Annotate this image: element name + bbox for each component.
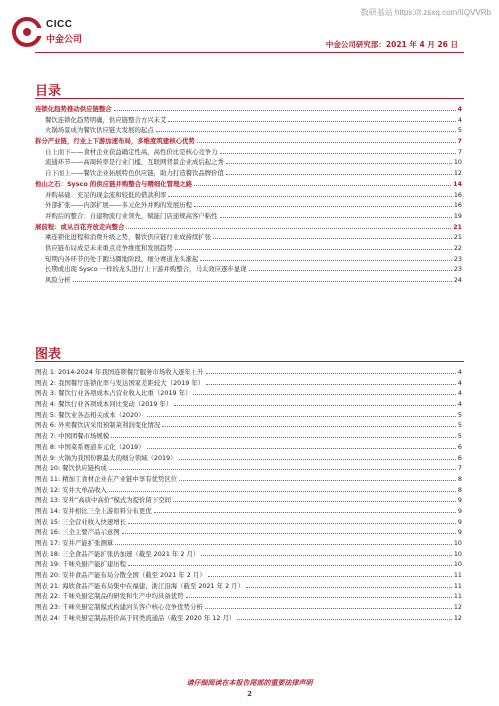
figure-list-item[interactable] [35, 613, 462, 624]
item-page-number: 4 [457, 378, 462, 387]
dot-leader [213, 232, 452, 239]
item-page-number: 23 [453, 265, 462, 274]
toc-section-item[interactable] [35, 232, 462, 243]
item-label: 并购基础：充足的现金流和较低的借款利率 [45, 190, 167, 199]
toc-section-item[interactable] [35, 147, 462, 158]
item-label: 图表 21: 海欣食品产能布局集中在福建、浙江沿海（截至 2021 年 2 月） [35, 581, 244, 590]
figure-list-item[interactable] [35, 453, 462, 464]
figure-list-item[interactable] [35, 442, 462, 453]
item-label: 图表 19: 千味央厨产能扩建历程 [35, 560, 127, 569]
dot-leader [156, 125, 456, 132]
item-label: 图表 4: 餐饮行业各项成本同比变动（2019 年） [35, 400, 173, 409]
item-label: 图表 8: 中国菜系赛道多元化（2019） [35, 442, 145, 451]
item-page-number: 22 [453, 243, 462, 252]
item-label: 自上而下——食材企业获益确定性高，高性价比是核心竞争力 [45, 147, 218, 156]
item-page-number: 12 [453, 603, 462, 612]
dot-leader [220, 147, 456, 154]
toc-chapter-item[interactable] [35, 104, 462, 115]
item-label: 拆分产业链，行业上下游加速布局，多维度筑建核心优势 [35, 137, 195, 146]
figure-list-item[interactable] [35, 485, 462, 496]
item-label: 图表 7: 中国团餐市场规模 [35, 432, 110, 441]
toc-chapter-item[interactable] [35, 179, 462, 190]
dot-leader [114, 104, 456, 111]
item-page-number: 16 [453, 190, 462, 199]
report-date: 中金公司研究部：2021 年 4 月 26 日 [325, 40, 458, 49]
item-label: 餐饮连锁化趋势明确，供应链整合方兴未艾 [45, 115, 167, 124]
dot-leader [205, 602, 452, 609]
dot-leader [179, 453, 456, 460]
item-label: 图表 11: 精加工食材企业在产业链中享有优势区位 [35, 474, 178, 483]
figure-list-item[interactable] [35, 506, 462, 517]
item-label: 图表 20: 安井食品产能布局分散全国（截至 2021 年 2 月） [35, 571, 206, 580]
toc-chapter-item[interactable] [35, 136, 462, 147]
item-page-number: 9 [457, 517, 462, 526]
dot-leader [111, 431, 456, 438]
page-header [0, 0, 499, 60]
figure-list-item[interactable] [35, 431, 462, 442]
header-divider [35, 52, 464, 53]
dot-leader [147, 442, 456, 449]
item-page-number: 11 [453, 571, 462, 580]
item-page-number: 7 [457, 147, 462, 156]
item-page-number: 5 [457, 432, 462, 441]
dot-leader [128, 517, 456, 524]
item-page-number: 7 [457, 464, 462, 473]
figure-list-item[interactable] [35, 388, 462, 399]
item-label: 外部扩张——内部扩展——多元化外并购的发展历程 [45, 201, 192, 210]
item-label: 流通环节——高周转率是行业门槛，互联网背景企业成后起之秀 [45, 158, 224, 167]
item-page-number: 12 [453, 169, 462, 178]
logo-text-cn: 中金公司 [46, 35, 83, 45]
figure-list-item[interactable] [35, 474, 462, 485]
logo-text-en: CICC [46, 19, 73, 30]
toc-section-item[interactable] [35, 157, 462, 168]
figure-list-item[interactable] [35, 367, 462, 378]
toc-title: 目录 [35, 84, 62, 99]
item-label: 图表 12: 安井大单品收入 [35, 485, 107, 494]
dot-leader [226, 157, 452, 164]
item-page-number: 5 [457, 421, 462, 430]
item-label: 长期或出现 Sysco 一样的龙头进行上下游并购整合，马太效应逐步显现 [45, 265, 247, 274]
dot-leader [206, 367, 456, 374]
item-page-number: 12 [453, 613, 462, 622]
figure-list-item[interactable] [35, 378, 462, 389]
item-label: 图表 5: 餐饮业各态相关成本（2020） [35, 410, 145, 419]
toc-list [35, 104, 462, 286]
item-label: 图表 1: 2014-2024 年我国连锁餐厅服务市场收入逐年上升 [35, 368, 204, 376]
toc-section-item[interactable] [35, 254, 462, 265]
item-label: 图表 15: 三全营业收入快速增长 [35, 517, 127, 526]
item-label: 展前程：或从百花齐放走向整合 [35, 222, 125, 231]
toc-chapter-item[interactable] [35, 222, 462, 233]
dot-leader [168, 115, 456, 122]
item-page-number: 14 [453, 179, 462, 188]
dot-leader [73, 275, 452, 282]
figure-list-item[interactable] [35, 538, 462, 549]
dot-leader [226, 168, 452, 175]
item-page-number: 9 [457, 496, 462, 505]
item-label: 图表 3: 餐饮行业各项成本占营业收入比重（2019 年） [35, 389, 192, 398]
item-label: 图表 14: 安井相比三全上游原料分布更优 [35, 506, 152, 515]
item-page-number: 19 [453, 211, 462, 220]
dot-leader [237, 613, 452, 620]
dot-leader [200, 254, 451, 261]
dot-leader [193, 388, 456, 395]
dot-leader [126, 222, 451, 229]
item-page-number: 7 [457, 137, 462, 146]
item-page-number: 4 [457, 400, 462, 409]
dot-leader [122, 527, 456, 534]
item-page-number: 21 [453, 222, 462, 231]
item-page-number: 4 [457, 115, 462, 124]
toc-section-item[interactable] [35, 125, 462, 136]
item-label: 图表 13: 安井“高质中高价”模式为提价留下空间 [35, 496, 171, 505]
toc-section-item[interactable] [35, 264, 462, 275]
dot-leader [147, 410, 456, 417]
item-label: 风险分析 [45, 276, 71, 284]
figure-list-item[interactable] [35, 420, 462, 431]
toc-section-item[interactable] [35, 200, 462, 211]
item-page-number: 6 [457, 442, 462, 451]
figure-list-item[interactable] [35, 570, 462, 581]
dot-leader [115, 538, 452, 545]
dot-leader [109, 463, 456, 470]
item-page-number: 5 [457, 410, 462, 419]
item-label: 图表 23: 千味央厨定制模式构建河头客户核心竞争优势分析 [35, 603, 203, 612]
item-label: 图表 2: 我国餐厅连锁化率与发达国家差距较大（2019 年） [35, 378, 205, 387]
dot-leader [173, 495, 456, 502]
figure-list-item[interactable] [35, 463, 462, 474]
legal-notice: 请仔细阅读在本报告尾部的重要法律声明 [186, 679, 313, 687]
figure-list-item[interactable] [35, 527, 462, 538]
figure-list-item[interactable] [35, 581, 462, 592]
dot-leader [194, 200, 452, 207]
figure-list-item[interactable] [35, 495, 462, 506]
item-page-number: 8 [457, 474, 462, 483]
dot-leader [246, 581, 452, 588]
cicc-logo [12, 17, 102, 51]
toc-title-rule [35, 98, 464, 99]
item-page-number: 10 [453, 560, 462, 569]
cicc-logo-icon [12, 17, 42, 47]
toc-section-item[interactable] [35, 211, 462, 222]
figure-list-item[interactable] [35, 559, 462, 570]
item-label: 图表 17: 安井产能扩张测算 [35, 539, 114, 547]
item-page-number: 4 [457, 368, 462, 376]
dot-leader [174, 399, 456, 406]
item-label: 图表 16: 三全主要产品示意图 [35, 528, 120, 537]
figure-list-item[interactable] [35, 517, 462, 528]
item-page-number: 10 [453, 158, 462, 167]
dot-leader [175, 243, 452, 250]
dot-leader [206, 378, 456, 385]
item-label: 他山之石：Sysco 的供应链并购整合与精细化管理之路 [35, 179, 193, 188]
dot-leader [168, 190, 451, 197]
item-page-number: 4 [457, 389, 462, 398]
item-label: 自下而上——餐饮企业拓展特色供应链，助力打造餐饮品牌价值 [45, 169, 224, 178]
item-page-number: 11 [453, 592, 462, 601]
dot-leader [128, 559, 452, 566]
item-label: 连锁化趋势推动供应链整合 [35, 105, 112, 113]
item-label: 图表 18: 三全食品产能扩张仍加速（截至 2021 年 2 月） [35, 549, 200, 558]
figure-list-item[interactable] [35, 602, 462, 613]
dot-leader [186, 591, 452, 598]
toc-section-item[interactable] [35, 275, 462, 286]
dot-leader [249, 264, 452, 271]
dot-leader [194, 179, 451, 186]
item-label: 图表 10: 餐饮供应链构成 [35, 464, 107, 473]
item-page-number: 5 [457, 126, 462, 135]
item-page-number: 10 [453, 549, 462, 558]
dot-leader [197, 136, 456, 143]
item-page-number: 9 [457, 506, 462, 515]
figure-list-item[interactable] [35, 399, 462, 410]
item-label: 供应链布局成是未来重点竞争维度和发展趋势 [45, 243, 173, 252]
item-label: 火锅场景成为餐饮供应链大发展的起点 [45, 126, 154, 135]
dot-leader [109, 485, 456, 492]
toc-section-item[interactable] [35, 243, 462, 254]
item-page-number: 16 [453, 201, 462, 210]
figure-list-item[interactable] [35, 549, 462, 560]
watermark-text: 数研基站 https://t.zsxq.com/IIQVVRb [360, 8, 491, 17]
item-page-number: 21 [453, 233, 462, 242]
item-page-number: 23 [453, 254, 462, 263]
toc-section-item[interactable] [35, 115, 462, 126]
figure-list-item[interactable] [35, 591, 462, 602]
figures-title-rule [35, 361, 464, 362]
item-page-number: 24 [453, 276, 462, 284]
item-label: 图表 9: 火锅为我国份额最大的细分领域（2019） [35, 453, 177, 462]
figures-list [35, 367, 462, 624]
item-page-number: 6 [457, 453, 462, 462]
item-label: 图表 22: 千味央厨定制品的研发和生产中均具备优势 [35, 592, 184, 601]
figures-title: 图表 [35, 347, 62, 362]
dot-leader [201, 549, 452, 556]
item-page-number: 9 [457, 528, 462, 537]
toc-section-item[interactable] [35, 168, 462, 179]
item-page-number: 11 [453, 581, 462, 590]
item-page-number: 4 [457, 105, 462, 113]
item-label: 图表 6: 外卖餐饮店采用预制菜利润变化情况 [35, 421, 161, 430]
item-page-number: 10 [453, 539, 462, 547]
dot-leader [154, 506, 456, 513]
item-page-number: 8 [457, 485, 462, 494]
page-number: 2 [247, 690, 252, 698]
toc-section-item[interactable] [35, 190, 462, 201]
dot-leader [220, 211, 452, 218]
item-label: 并购后的整合：自建物流行业领先，赋能门店递规高客户粘性 [45, 211, 218, 220]
item-label: 短期内各环节仍处于跑马圈地阶段，细分赛道龙头渐起 [45, 254, 199, 263]
item-label: 图表 24: 千味央厨定制品准价高于同类流通品（截至 2020 年 12 月） [35, 613, 236, 622]
dot-leader [162, 420, 456, 427]
item-label: 乘连锁化进程和消费升级之势，餐饮供应链行业成持续扩张 [45, 233, 212, 242]
figure-list-item[interactable] [35, 410, 462, 421]
dot-leader [208, 570, 452, 577]
dot-leader [179, 474, 456, 481]
